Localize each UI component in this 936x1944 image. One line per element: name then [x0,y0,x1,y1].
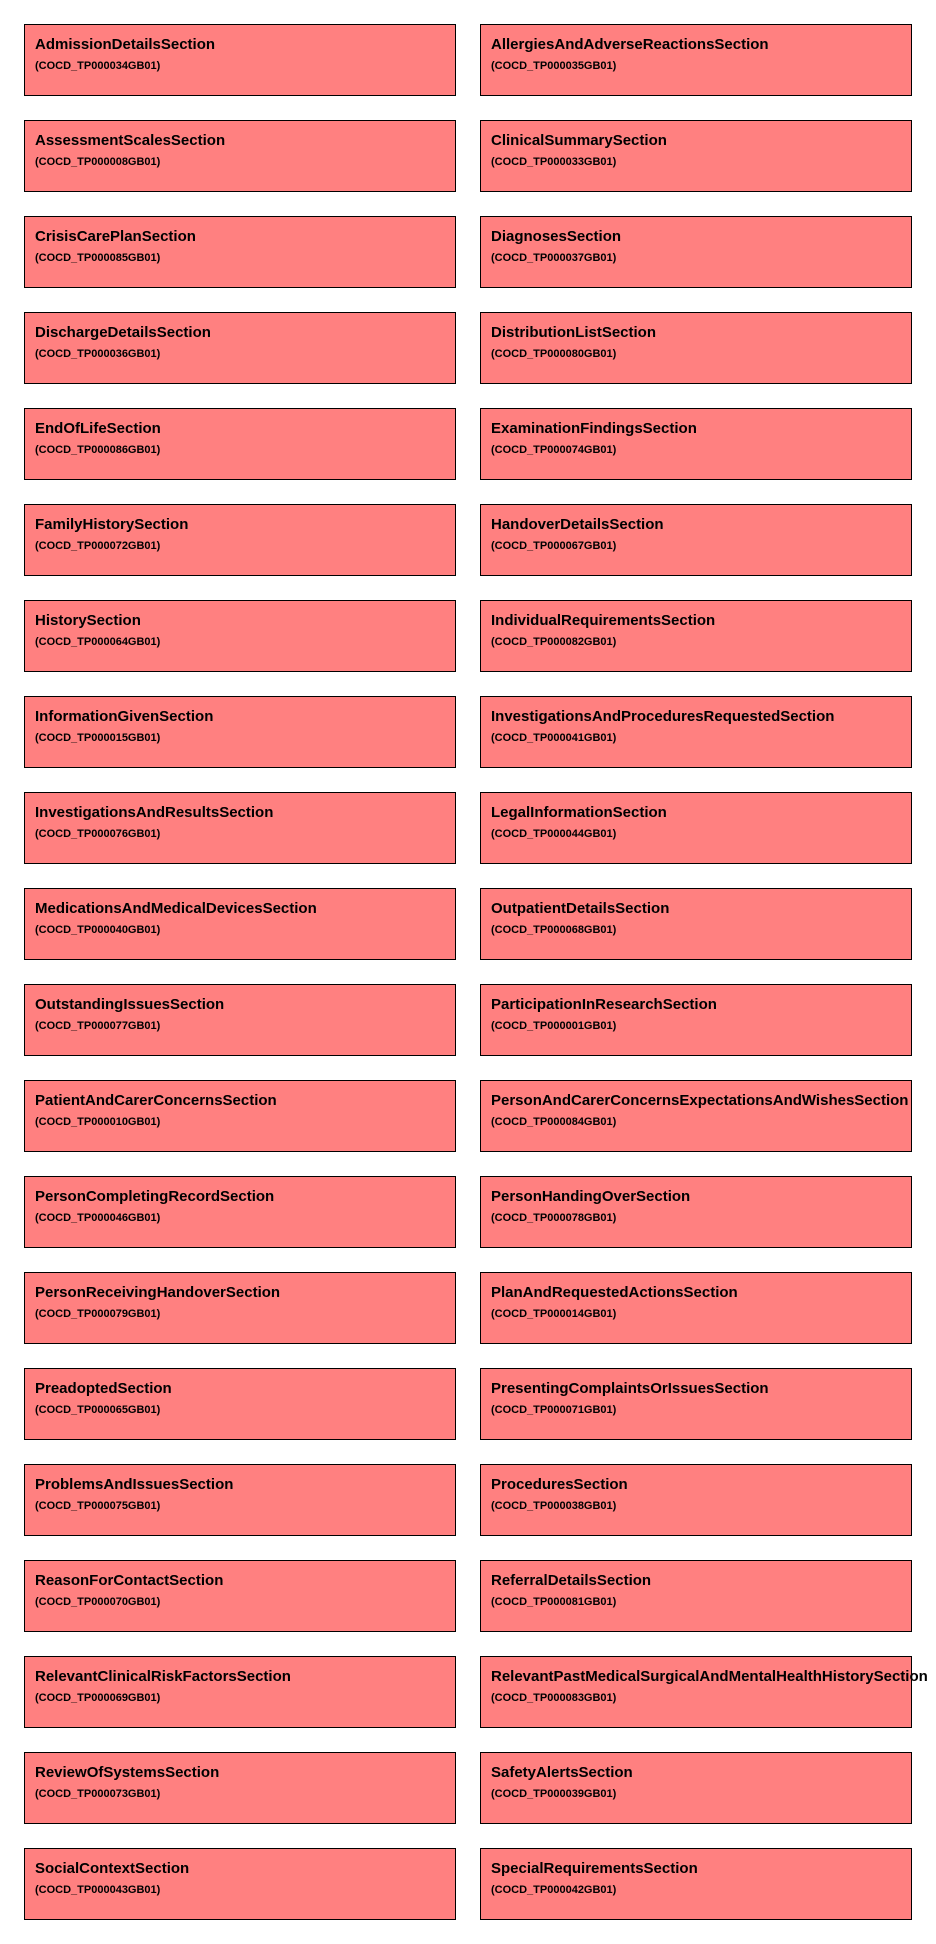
section-name: ReferralDetailsSection [491,1572,652,1589]
section-box[interactable] [24,1176,456,1248]
section-code: (COCD_TP000036GB01) [35,348,161,360]
section-box[interactable] [480,1272,912,1344]
section-name: PresentingComplaintsOrIssuesSection [491,1380,769,1397]
section-name: PersonAndCarerConcernsExpectationsAndWishesSection [491,1092,909,1109]
section-box[interactable] [24,888,456,960]
section-name: RelevantPastMedicalSurgicalAndMentalHealthHistorySection [491,1668,928,1685]
section-code: (COCD_TP000042GB01) [491,1884,617,1896]
section-name: DiagnosesSection [491,228,622,245]
section-box[interactable] [480,1080,912,1152]
section-box[interactable] [24,1464,456,1536]
section-name: CrisisCarePlanSection [35,228,196,245]
section-box[interactable] [24,1080,456,1152]
section-name: MedicationsAndMedicalDevicesSection [35,900,317,917]
section-box[interactable] [24,600,456,672]
section-box[interactable] [24,1848,456,1920]
section-name: SocialContextSection [35,1860,190,1877]
section-code: (COCD_TP000043GB01) [35,1884,161,1896]
section-code: (COCD_TP000079GB01) [35,1308,161,1320]
section-code: (COCD_TP000039GB01) [491,1788,617,1800]
section-name: IndividualRequirementsSection [491,612,716,629]
section-box[interactable] [24,1656,456,1728]
section-code: (COCD_TP000075GB01) [35,1500,161,1512]
section-code: (COCD_TP000081GB01) [491,1596,617,1608]
section-box[interactable] [24,1272,456,1344]
section-box[interactable] [480,1656,928,1728]
section-box[interactable] [480,312,912,384]
section-code: (COCD_TP000076GB01) [35,828,161,840]
section-code: (COCD_TP000044GB01) [491,828,617,840]
section-code: (COCD_TP000040GB01) [35,924,161,936]
section-code: (COCD_TP000069GB01) [35,1692,161,1704]
section-name: SafetyAlertsSection [491,1764,633,1781]
section-code: (COCD_TP000084GB01) [491,1116,617,1128]
section-name: AssessmentScalesSection [35,132,226,149]
section-name: ExaminationFindingsSection [491,420,697,437]
section-code: (COCD_TP000015GB01) [35,732,161,744]
section-code: (COCD_TP000010GB01) [35,1116,161,1128]
section-code: (COCD_TP000041GB01) [491,732,617,744]
section-code: (COCD_TP000008GB01) [35,156,161,168]
section-name: InvestigationsAndProceduresRequestedSection [491,708,835,725]
section-code: (COCD_TP000067GB01) [491,540,617,552]
section-box[interactable] [480,1368,912,1440]
section-name: PreadoptedSection [35,1380,172,1397]
section-box[interactable] [480,120,912,192]
section-box[interactable] [480,696,912,768]
section-code: (COCD_TP000071GB01) [491,1404,617,1416]
section-name: AdmissionDetailsSection [35,36,216,53]
section-name: InvestigationsAndResultsSection [35,804,274,821]
section-box[interactable] [480,1464,912,1536]
section-code: (COCD_TP000065GB01) [35,1404,161,1416]
section-name: PlanAndRequestedActionsSection [491,1284,738,1301]
section-name: EndOfLifeSection [35,420,161,437]
section-box[interactable] [24,24,456,96]
section-code: (COCD_TP000074GB01) [491,444,617,456]
section-code: (COCD_TP000082GB01) [491,636,617,648]
section-name: ReasonForContactSection [35,1572,224,1589]
section-name: DistributionListSection [491,324,656,341]
section-code: (COCD_TP000037GB01) [491,252,617,264]
section-code: (COCD_TP000070GB01) [35,1596,161,1608]
section-name: RelevantClinicalRiskFactorsSection [35,1668,291,1685]
section-name: PatientAndCarerConcernsSection [35,1092,277,1109]
section-box[interactable] [24,984,456,1056]
section-name: OutstandingIssuesSection [35,996,225,1013]
section-box[interactable] [24,1560,456,1632]
section-box[interactable] [480,1752,912,1824]
section-code: (COCD_TP000038GB01) [491,1500,617,1512]
section-code: (COCD_TP000068GB01) [491,924,617,936]
section-name: OutpatientDetailsSection [491,900,670,917]
section-name: DischargeDetailsSection [35,324,211,341]
section-name: SpecialRequirementsSection [491,1860,698,1877]
section-box[interactable] [480,216,912,288]
section-name: PersonHandingOverSection [491,1188,691,1205]
section-box[interactable] [24,1368,456,1440]
section-code: (COCD_TP000086GB01) [35,444,161,456]
section-box[interactable] [24,312,456,384]
section-code: (COCD_TP000064GB01) [35,636,161,648]
section-name: PersonReceivingHandoverSection [35,1284,281,1301]
section-code: (COCD_TP000001GB01) [491,1020,617,1032]
section-box[interactable] [24,696,456,768]
section-code: (COCD_TP000033GB01) [491,156,617,168]
section-box[interactable] [480,1176,912,1248]
section-box[interactable] [480,792,912,864]
section-name: ParticipationInResearchSection [491,996,717,1013]
section-name: ReviewOfSystemsSection [35,1764,220,1781]
section-name: ProceduresSection [491,1476,628,1493]
section-code: (COCD_TP000085GB01) [35,252,161,264]
section-name: ProblemsAndIssuesSection [35,1476,234,1493]
section-box[interactable] [480,1560,912,1632]
section-box[interactable] [24,120,456,192]
section-box[interactable] [24,408,456,480]
section-box[interactable] [480,504,912,576]
section-code: (COCD_TP000080GB01) [491,348,617,360]
section-box[interactable] [24,1752,456,1824]
section-box[interactable] [24,216,456,288]
section-box[interactable] [480,600,912,672]
section-code: (COCD_TP000046GB01) [35,1212,161,1224]
section-name: InformationGivenSection [35,708,214,725]
section-code: (COCD_TP000077GB01) [35,1020,161,1032]
section-box[interactable] [480,984,912,1056]
section-box[interactable] [480,24,912,96]
section-code: (COCD_TP000083GB01) [491,1692,617,1704]
section-code: (COCD_TP000073GB01) [35,1788,161,1800]
section-box[interactable] [480,888,912,960]
section-code: (COCD_TP000034GB01) [35,60,161,72]
section-box[interactable] [24,504,456,576]
section-code: (COCD_TP000078GB01) [491,1212,617,1224]
section-box[interactable] [24,792,456,864]
section-code: (COCD_TP000035GB01) [491,60,617,72]
section-code: (COCD_TP000014GB01) [491,1308,617,1320]
section-box[interactable] [480,1848,912,1920]
section-box[interactable] [480,408,912,480]
section-code: (COCD_TP000072GB01) [35,540,161,552]
section-name: HandoverDetailsSection [491,516,664,533]
section-name: FamilyHistorySection [35,516,189,533]
section-name: ClinicalSummarySection [491,132,667,149]
section-name: LegalInformationSection [491,804,667,821]
section-name: PersonCompletingRecordSection [35,1188,275,1205]
section-name: AllergiesAndAdverseReactionsSection [491,36,769,53]
section-name: HistorySection [35,612,141,629]
